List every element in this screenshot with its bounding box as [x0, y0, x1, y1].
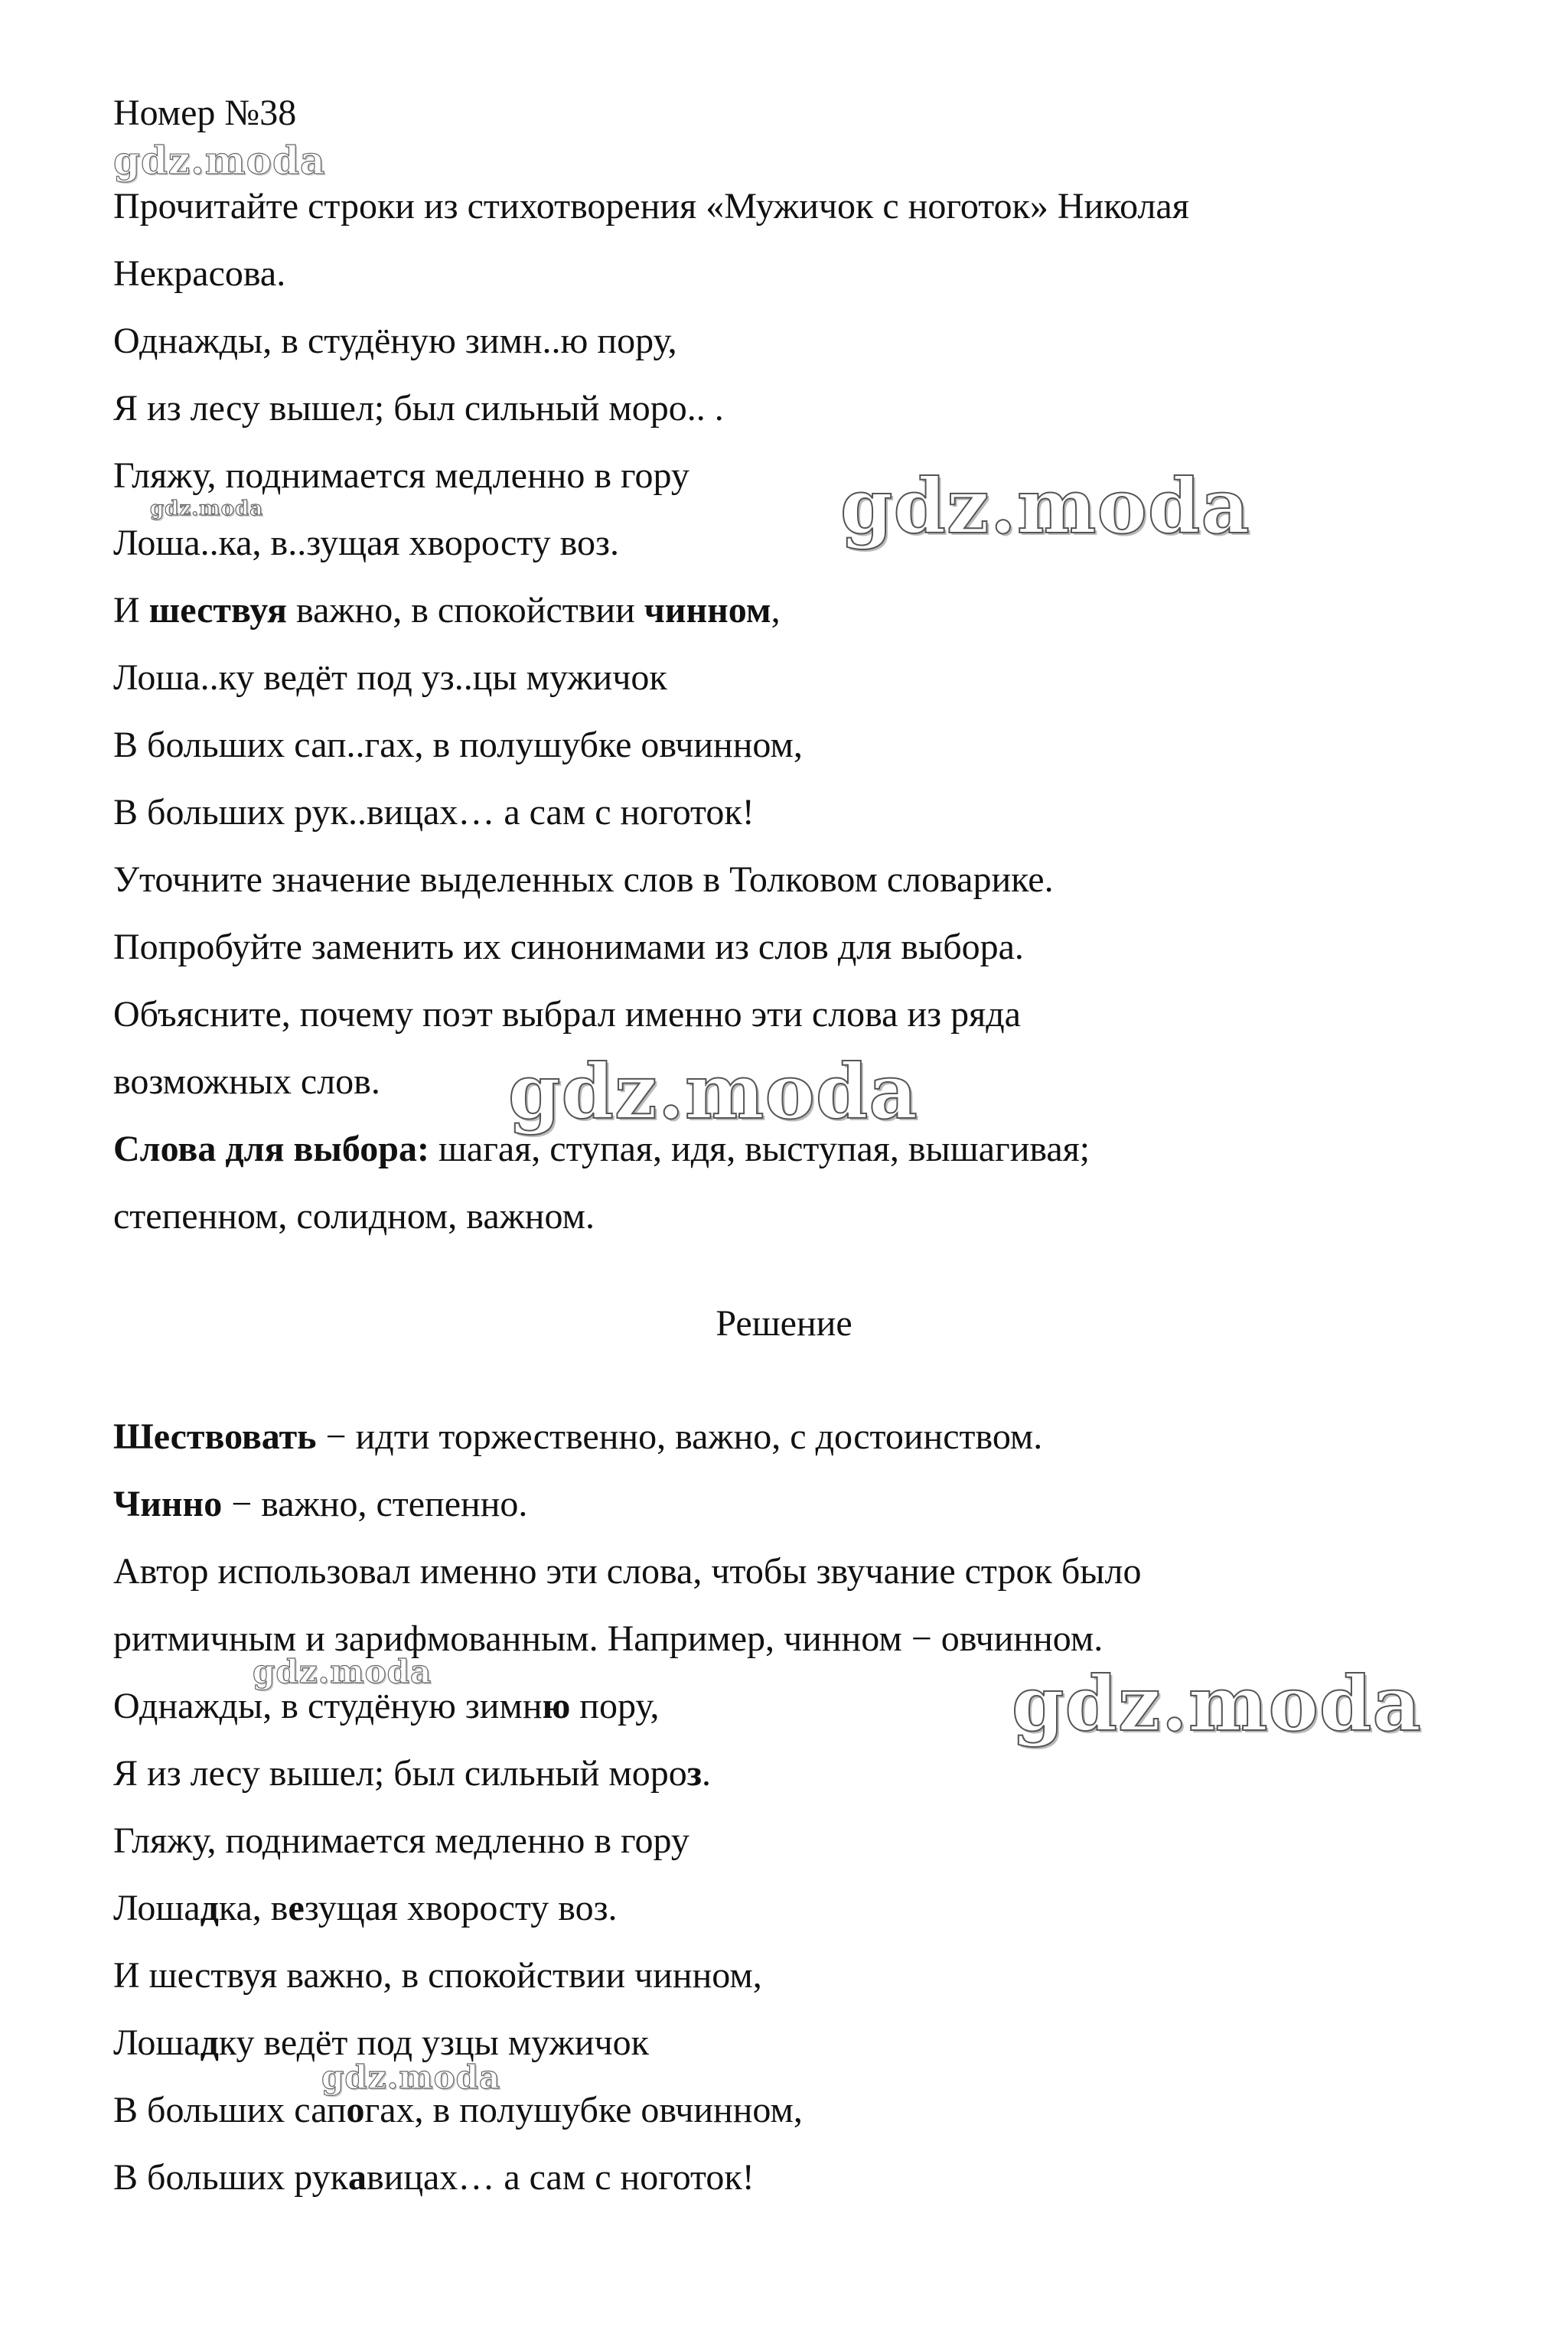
choices-label: Слова для выбора:	[113, 1129, 429, 1169]
text-fragment: пору,	[570, 1686, 660, 1726]
watermark: gdz.moda	[321, 2058, 501, 2096]
solution-poem-line	[113, 1751, 711, 1797]
text-fragment: зущая хворосту воз.	[304, 1888, 618, 1928]
task-instruction: Попробуйте заменить их синонимами из слов для выбора.	[113, 927, 1024, 967]
task-instruction: Уточните значение выделенных слов в Толковом словарике.	[113, 859, 1054, 900]
filled-letter: д	[200, 1888, 219, 1928]
watermark: gdz.moda	[150, 497, 264, 520]
task-poem-line: Лоша..ка, в..зущая хворосту воз.	[113, 523, 619, 563]
choices-line-2: степенном, солидном, важном.	[113, 1196, 595, 1237]
solution-poem-line: И шествуя важно, в спокойствии чинном,	[113, 1955, 762, 1996]
filled-letter: а	[347, 2157, 367, 2198]
definition-term: Чинно	[113, 1484, 223, 1524]
task-poem-line: Однажды, в студёную зимн..ю пору,	[113, 321, 677, 361]
task-poem-line: В больших рук..вицах… а сам с ноготок!	[113, 792, 755, 833]
explanation-line: Автор использовал именно эти слова, чтобы звучание строк было	[113, 1551, 1142, 1592]
choices-words: шагая, ступая, идя, выступая, вышагивая;	[429, 1129, 1090, 1169]
highlighted-word: чинном	[644, 590, 771, 631]
solution-poem-line: Гляжу, поднимается медленно в гору	[113, 1820, 689, 1861]
definition-1	[113, 1414, 1042, 1460]
definition-text: − идти торжественно, важно, с достоинством.	[316, 1416, 1043, 1457]
definition-text: − важно, степенно.	[222, 1484, 528, 1524]
text-fragment: Однажды, в студёную зимн	[113, 1686, 543, 1726]
text-fragment: ,	[771, 590, 781, 631]
task-poem-line: Гляжу, поднимается медленно в гору	[113, 455, 689, 496]
filled-letter: д	[200, 2022, 219, 2063]
task-poem-line: В больших сап..гах, в полушубке овчинном,	[113, 725, 803, 765]
watermark: gdz.moda	[508, 1048, 918, 1136]
solution-poem-line	[113, 2155, 755, 2201]
filled-letter: ю	[542, 1686, 571, 1726]
text-fragment: ку ведёт под узцы мужичок	[218, 2022, 649, 2063]
watermark: gdz.moda	[1012, 1660, 1422, 1748]
task-poem-line: Лоша..ку ведёт под уз..цы мужичок	[113, 657, 667, 698]
filled-letter: е	[288, 1888, 305, 1928]
text-fragment: ка, в	[218, 1888, 288, 1928]
text-fragment: гах, в полушубке овчинном,	[364, 2090, 803, 2130]
text-fragment: Лоша	[113, 1888, 200, 1928]
task-intro-line-2: Некрасова.	[113, 253, 286, 294]
task-instruction: возможных слов.	[113, 1061, 380, 1102]
solution-title: Решение	[716, 1303, 852, 1344]
text-fragment: Лоша	[113, 2022, 200, 2063]
task-poem-line: Я из лесу вышел; был сильный моро.. .	[113, 388, 724, 429]
text-fragment: Я из лесу вышел; был сильный моро	[113, 1753, 687, 1794]
filled-letter: з	[686, 1753, 703, 1794]
explanation-line: ритмичным и зарифмованным. Например, чинном − овчинном.	[113, 1618, 1103, 1659]
filled-letter: о	[346, 2090, 365, 2130]
watermark: gdz.moda	[253, 1653, 432, 1690]
task-intro-line-1: Прочитайте строки из стихотворения «Мужичок с ноготок» Николая	[113, 186, 1189, 227]
text-fragment: И	[113, 590, 149, 631]
exercise-number: Номер №38	[113, 93, 297, 133]
text-fragment: важно, в спокойствии	[287, 590, 644, 631]
task-instruction: Объясните, почему поэт выбрал именно эти слова из ряда	[113, 994, 1021, 1035]
task-poem-line-highlighted	[113, 588, 781, 634]
highlighted-word: шествуя	[148, 590, 288, 631]
solution-poem-line	[113, 1683, 660, 1729]
watermark: gdz.moda	[840, 463, 1250, 551]
definition-2	[113, 1481, 527, 1527]
watermark: gdz.moda	[113, 138, 326, 183]
text-fragment: В больших сап	[113, 2090, 347, 2130]
text-fragment: .	[702, 1753, 712, 1794]
text-fragment: вицах… а сам с ноготок!	[366, 2157, 755, 2198]
definition-term: Шествовать	[113, 1416, 317, 1457]
solution-poem-line	[113, 1885, 618, 1931]
text-fragment: В больших рук	[113, 2157, 348, 2198]
